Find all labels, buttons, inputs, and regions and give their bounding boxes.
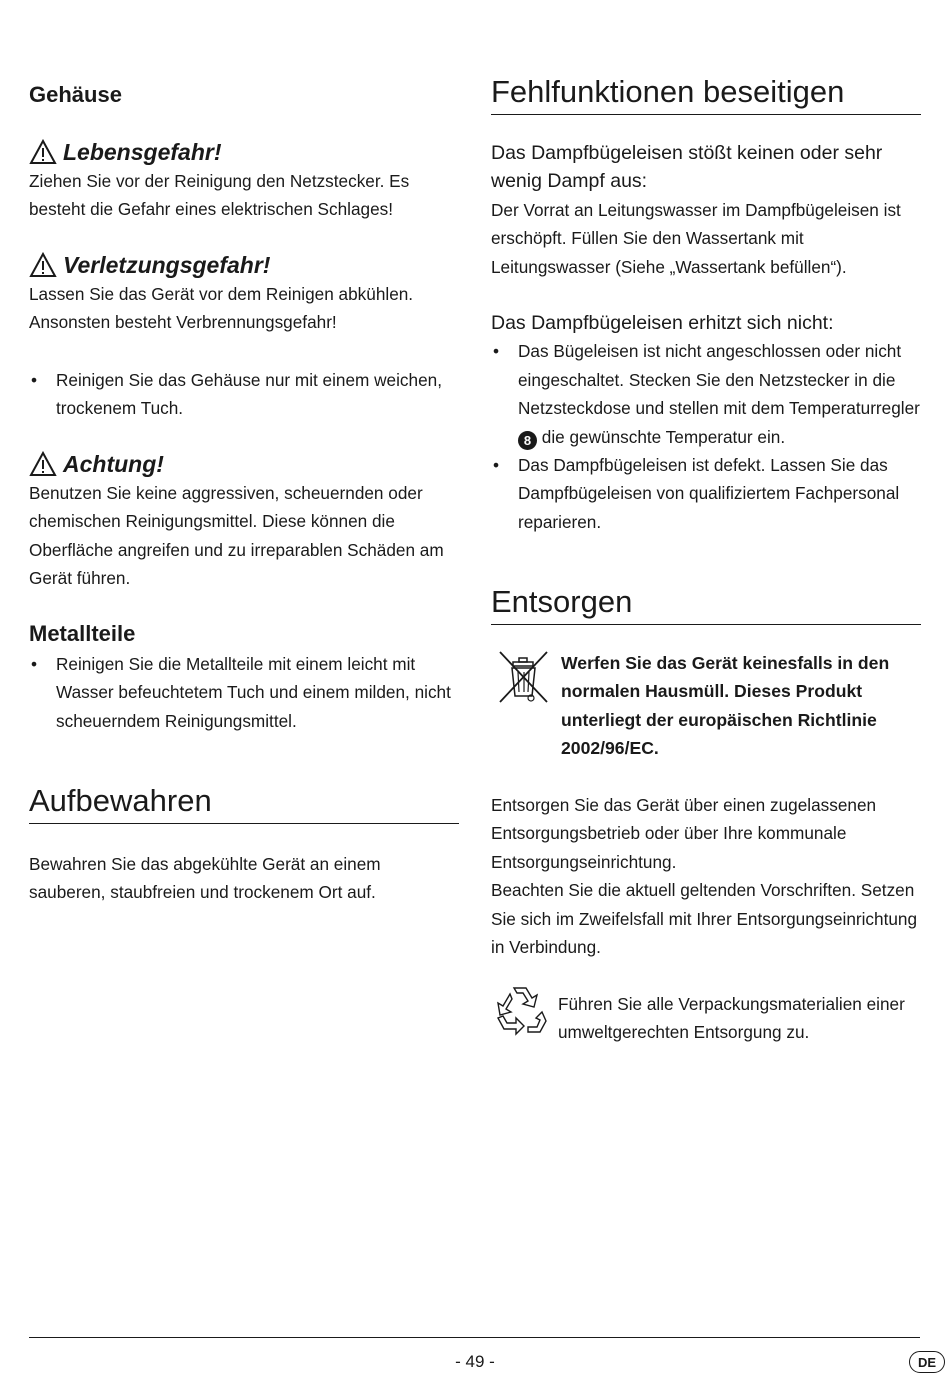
warning-achtung <box>29 449 459 593</box>
section-metallteile <box>29 620 459 735</box>
section-heading: Entsorgen <box>491 582 921 625</box>
problem-no-steam <box>491 139 921 281</box>
list-item: • Reinigen Sie die Metallteile mit einem leicht mit Wasser befeuchtetem Tuch und einem milden, nicht scheuerndem Reinigungsmittel. <box>29 650 459 735</box>
language-badge: DE <box>909 1351 945 1373</box>
problem-title: Das Dampfbügeleisen erhitzt sich nicht: <box>491 312 834 334</box>
warning-triangle-icon <box>29 451 57 477</box>
section-heading: Aufbewahren <box>29 781 459 824</box>
section-gehaeuse-title: Gehäuse <box>29 82 122 107</box>
paragraph: Bewahren Sie das abgekühlte Gerät an einem sauberen, staubfreien und trockenem Ort auf. <box>29 854 381 903</box>
warning-text: Benutzen Sie keine aggressiven, scheuernden oder chemischen Reinigungsmittel. Diese können die Oberfläche angreifen und zu irreparablen Schäden am Gerät führen. <box>29 483 444 589</box>
list-item: • Reinigen Sie das Gehäuse nur mit einem weichen, trockenem Tuch. <box>29 366 459 423</box>
warning-lebensgefahr <box>29 137 459 224</box>
crossed-bin-icon <box>497 648 551 706</box>
warning-title: Verletzungsgefahr! <box>63 252 271 278</box>
page-number: - 49 - <box>455 1352 495 1371</box>
section-aufbewahren <box>29 781 459 907</box>
entsorgen-text <box>491 791 921 961</box>
warning-title: Achtung! <box>63 451 164 477</box>
weee-notice: Werfen Sie das Gerät keinesfalls in den normalen Hausmüll. Dieses Produkt unterliegt der europäischen Richtlinie 2002/96/EC. <box>561 653 890 759</box>
section-fehlfunktionen <box>491 72 921 115</box>
list-item: • Das Dampfbügeleisen ist defekt. Lassen Sie das Dampfbügeleisen von qualifiziertem Fachpersonal reparieren. <box>491 451 921 536</box>
list-item: • Das Bügeleisen ist nicht angeschlossen oder nicht eingeschaltet. Stecken Sie den Netzstecker in die Netzsteckdose und stellen mit dem Temperaturregler 8 die gewünschte Temperatur ein. <box>491 337 921 451</box>
recycle-icon <box>492 982 550 1040</box>
paragraph: Beachten Sie die aktuell geltenden Vorschriften. Setzen Sie sich im Zweifelsfall mit Ihrer Entsorgungseinrichtung in Verbindung. <box>491 880 918 958</box>
paragraph: Entsorgen Sie das Gerät über einen zugelassenen Entsorgungsbetrieb oder über Ihre kommunale Entsorgungseinrichtung. <box>491 795 877 872</box>
problem-no-heat <box>491 309 921 536</box>
warning-title: Lebensgefahr! <box>63 139 222 165</box>
bullet-list <box>491 337 921 536</box>
part-number-badge: 8 <box>518 431 537 450</box>
problem-text: Der Vorrat an Leitungswasser im Dampfbügeleisen ist erschöpft. Füllen Sie den Wassertank mit Leitungswasser (Siehe „Wassertank befüllen“). <box>491 199 901 277</box>
warning-verletzungsgefahr <box>29 250 459 337</box>
bullet-list <box>29 366 459 423</box>
recycle-notice: Führen Sie alle Verpackungsmaterialien einer umweltgerechten Entsorgung zu. <box>558 994 905 1043</box>
warning-text: Lassen Sie das Gerät vor dem Reinigen abkühlen. Ansonsten besteht Verbrennungsgefahr! <box>29 284 414 333</box>
section-title: Metallteile <box>29 621 136 646</box>
warning-triangle-icon <box>29 139 57 165</box>
bullet-list <box>29 650 459 735</box>
warning-triangle-icon <box>29 252 57 278</box>
footer-divider <box>29 1337 920 1338</box>
section-entsorgen <box>491 582 921 625</box>
problem-title: Das Dampfbügeleisen stößt keinen oder sehr wenig Dampf aus: <box>491 142 883 193</box>
warning-text: Ziehen Sie vor der Reinigung den Netzstecker. Es besteht die Gefahr eines elektrischen Schlages! <box>29 171 410 220</box>
section-heading: Fehlfunktionen beseitigen <box>491 72 921 115</box>
